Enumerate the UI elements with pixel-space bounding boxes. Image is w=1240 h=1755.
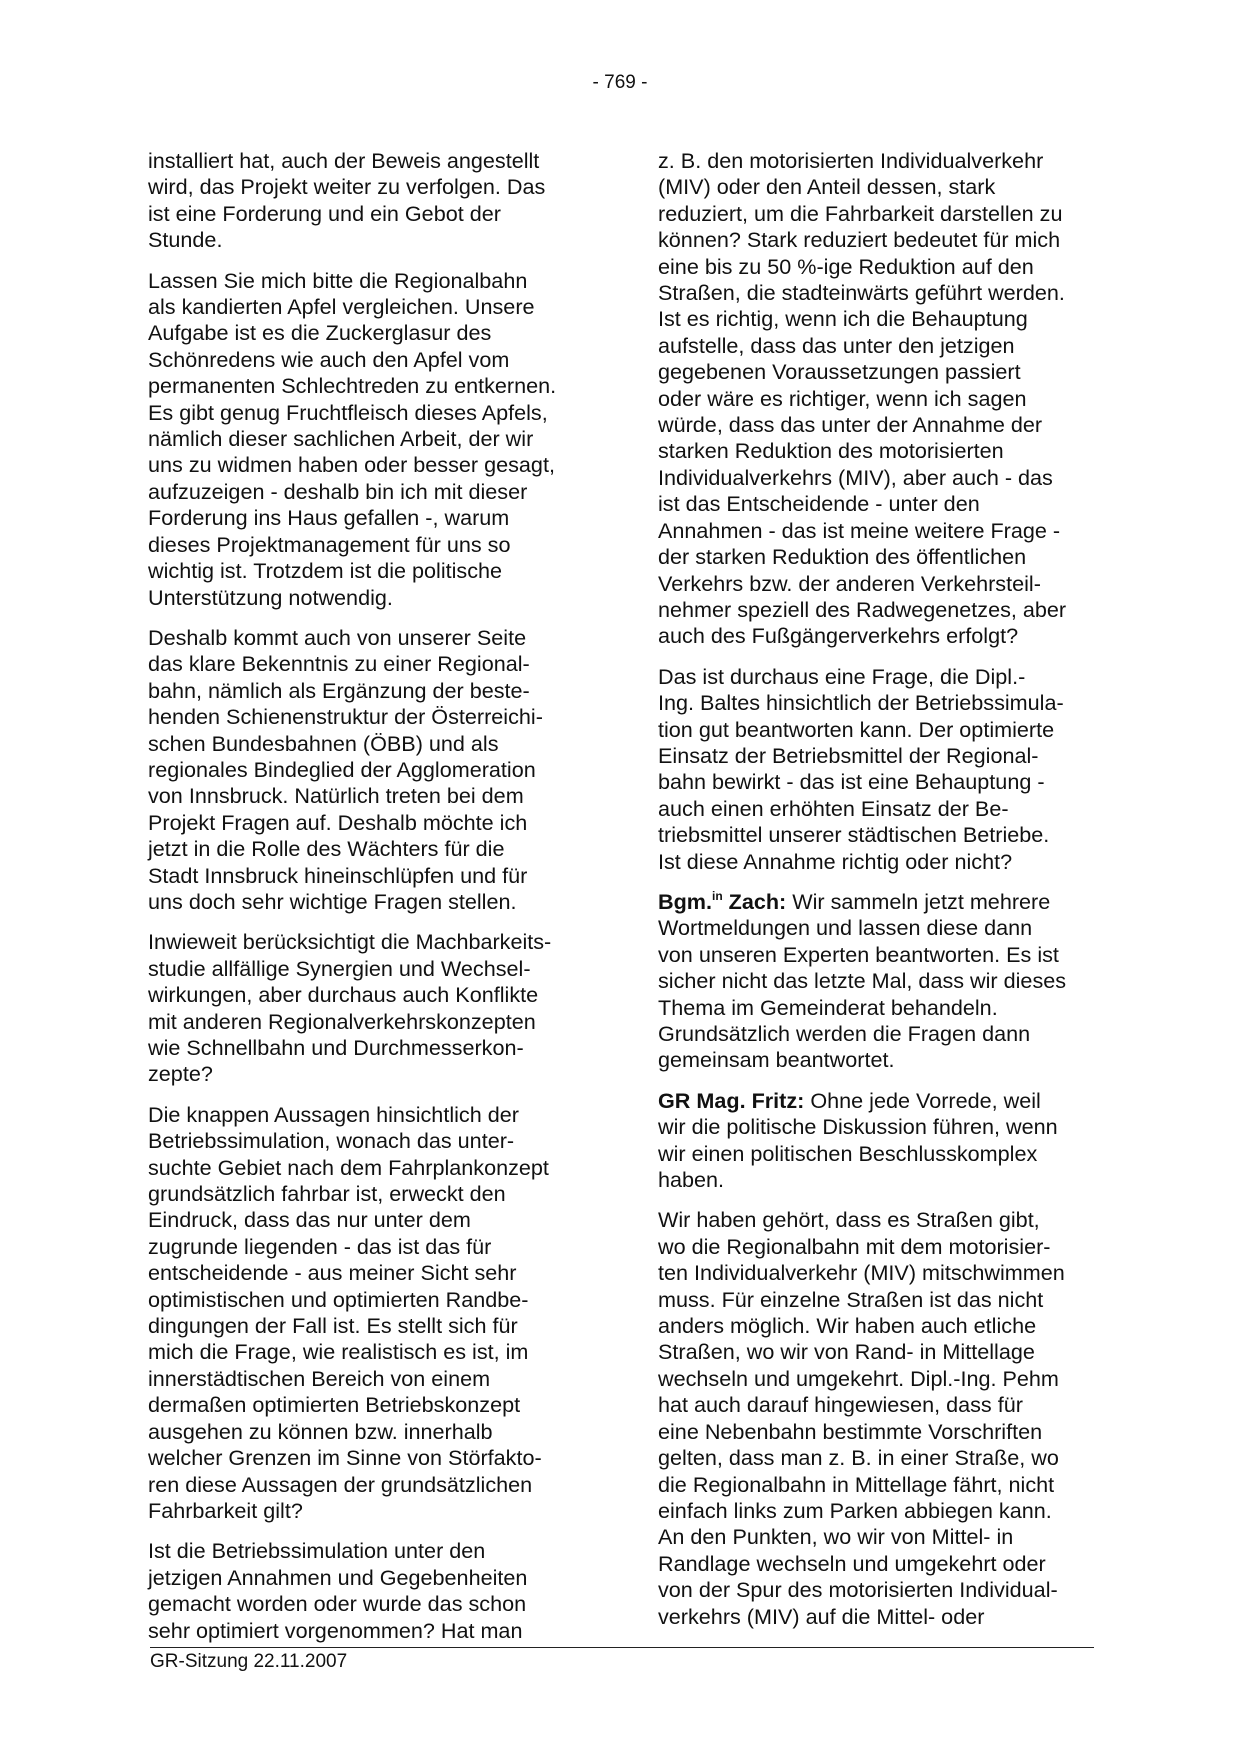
paragraph: Die knappen Aussagen hinsichtlich der Betriebssimulation, wonach das unter- suchte Gebiet nach dem Fahrplankonzept grundsätzlich fahrbar ist, erweckt den Eindruck, dass das nur unter dem zugrunde liegenden - das ist das für entscheidende - aus meiner Sicht sehr optimistischen und optimierten Randbe- dingungen der Fall ist. Es stellt sich für mich die Frage, wie realistisch es ist, im innerstädtischen Bereich von einem dermaßen optimierten Betriebskonzept ausgehen zu können bzw. innerhalb welcher Grenzen im Sinne von Störfakto- ren diese Aussagen der grundsätzlichen Fahrbarkeit gilt?	[148, 1101, 549, 1523]
paragraph: Inwieweit berücksichtigt die Machbarkeits- studie allfällige Synergien und Wechsel- wirkungen, aber durchaus auch Konflikte mit anderen Regionalverkehrskonzepten wie Schnellbahn und Durchmesserkon- zepte?	[148, 929, 552, 1087]
footer-text: GR-Sitzung 22.11.2007	[150, 1651, 348, 1672]
speech-lines: Wortmeldungen und lassen diese dann von unseren Experten beantworten. Es ist sicher nicht das letzte Mal, dass wir dieses Thema im Gemeinderat behandeln. Grundsätzlich werden die Fragen dann gemeinsam beantwortet.	[658, 915, 1067, 1073]
paragraph: Deshalb kommt auch von unserer Seite das klare Bekenntnis zu einer Regional- bahn, nämlich als Ergänzung der beste- henden Schienenstruktur der Österreichi- schen Bundesbahnen (ÖBB) und als regionales Bindeglied der Agglomeration von Innsbruck. Natürlich treten bei dem Projekt Fragen auf. Deshalb möchte ich jetzt in die Rolle des Wächters für die Stadt Innsbruck hineinschlüpfen und für uns doch sehr wichtige Fragen stellen.	[148, 624, 543, 914]
speaker-title-suffix: in	[711, 888, 723, 903]
speech-paragraph	[658, 1088, 1098, 1194]
speech-text: Wir sammeln jetzt mehrere	[786, 888, 1051, 914]
speaker-name: GR Mag. Fritz:	[658, 1087, 805, 1113]
right-column	[658, 148, 1098, 1644]
paragraph: Lassen Sie mich bitte die Regionalbahn als kandierten Apfel vergleichen. Unsere Aufgabe ist es die Zuckerglasur des Schönredens wie auch den Apfel vom permanenten Schlechtreden zu entkernen. Es gibt genug Fruchtfleisch dieses Apfels, nämlich dieser sachlichen Arbeit, der wir uns zu widmen haben oder besser gesagt, aufzuzeigen - deshalb bin ich mit dieser Forderung ins Haus gefallen -, warum dieses Projektmanagement für uns so wichtig ist. Trotzdem ist die politische Unterstützung notwendig.	[148, 267, 557, 610]
speech-text: Ohne jede Vorrede, weil	[804, 1087, 1041, 1113]
left-column	[148, 148, 588, 1658]
paragraph: Das ist durchaus eine Frage, die Dipl.- Ing. Baltes hinsichtlich der Betriebssimula- tion gut beantworten kann. Der optimierte Einsatz der Betriebsmittel der Regional- bahn bewirkt - das ist eine Behauptung - auch einen erhöhten Einsatz der Be- triebsmittel unserer städtischen Betriebe. Ist diese Annahme richtig oder nicht?	[658, 663, 1064, 874]
page-number: - 769 -	[592, 72, 648, 93]
paragraph: Ist die Betriebssimulation unter den jetzigen Annahmen und Gegebenheiten gemacht worden oder wurde das schon sehr optimiert vorgenommen? Hat man	[148, 1538, 528, 1643]
speech-lines: wir die politische Diskussion führen, wenn wir einen politischen Beschlusskomplex haben.	[658, 1114, 1058, 1193]
speech-paragraph	[658, 889, 1098, 1074]
footer-divider	[150, 1647, 1094, 1648]
paragraph: Wir haben gehört, dass es Straßen gibt, wo die Regionalbahn mit dem motorisier- ten Individualverkehr (MIV) mitschwimmen muss. Für einzelne Straßen ist das nicht anders möglich. Wir haben auch etliche Straßen, wo wir von Rand- in Mittellage wechseln und umgekehrt. Dipl.-Ing. Pehm hat auch darauf hingewiesen, dass für eine Nebenbahn bestimmte Vorschriften gelten, dass man z. B. in einer Straße, wo die Regionalbahn in Mittellage fährt, nicht einfach links zum Parken abbiegen kann. An den Punkten, wo wir von Mittel- in Randlage wechseln und umgekehrt oder von der Spur des motorisierten Individual- verkehrs (MIV) auf die Mittel- oder	[658, 1207, 1065, 1629]
paragraph: z. B. den motorisierten Individualverkehr (MIV) oder den Anteil dessen, stark reduziert, um die Fahrbarkeit darstellen zu können? Stark reduziert bedeutet für mich eine bis zu 50 %-ige Reduktion auf den Straßen, die stadteinwärts geführt werden. Ist es richtig, wenn ich die Behauptung aufstelle, dass das unter den jetzigen gegebenen Voraussetzungen passiert oder wäre es richtiger, wenn ich sagen würde, dass das unter der Annahme der starken Reduktion des motorisierten Individualverkehrs (MIV), aber auch - das ist das Entscheidende - unter den Annahmen - das ist meine weitere Frage - der starken Reduktion des öffentlichen Verkehrs bzw. der anderen Verkehrsteil- nehmer speziell des Radwegenetzes, aber auch des Fußgängerverkehrs erfolgt?	[658, 148, 1067, 649]
speaker-name: Bgm.$^{in}$ Zach:	[658, 888, 787, 914]
paragraph: installiert hat, auch der Beweis angestellt wird, das Projekt weiter zu verfolgen. Das ist eine Forderung und ein Gebot der Stunde.	[148, 148, 546, 253]
